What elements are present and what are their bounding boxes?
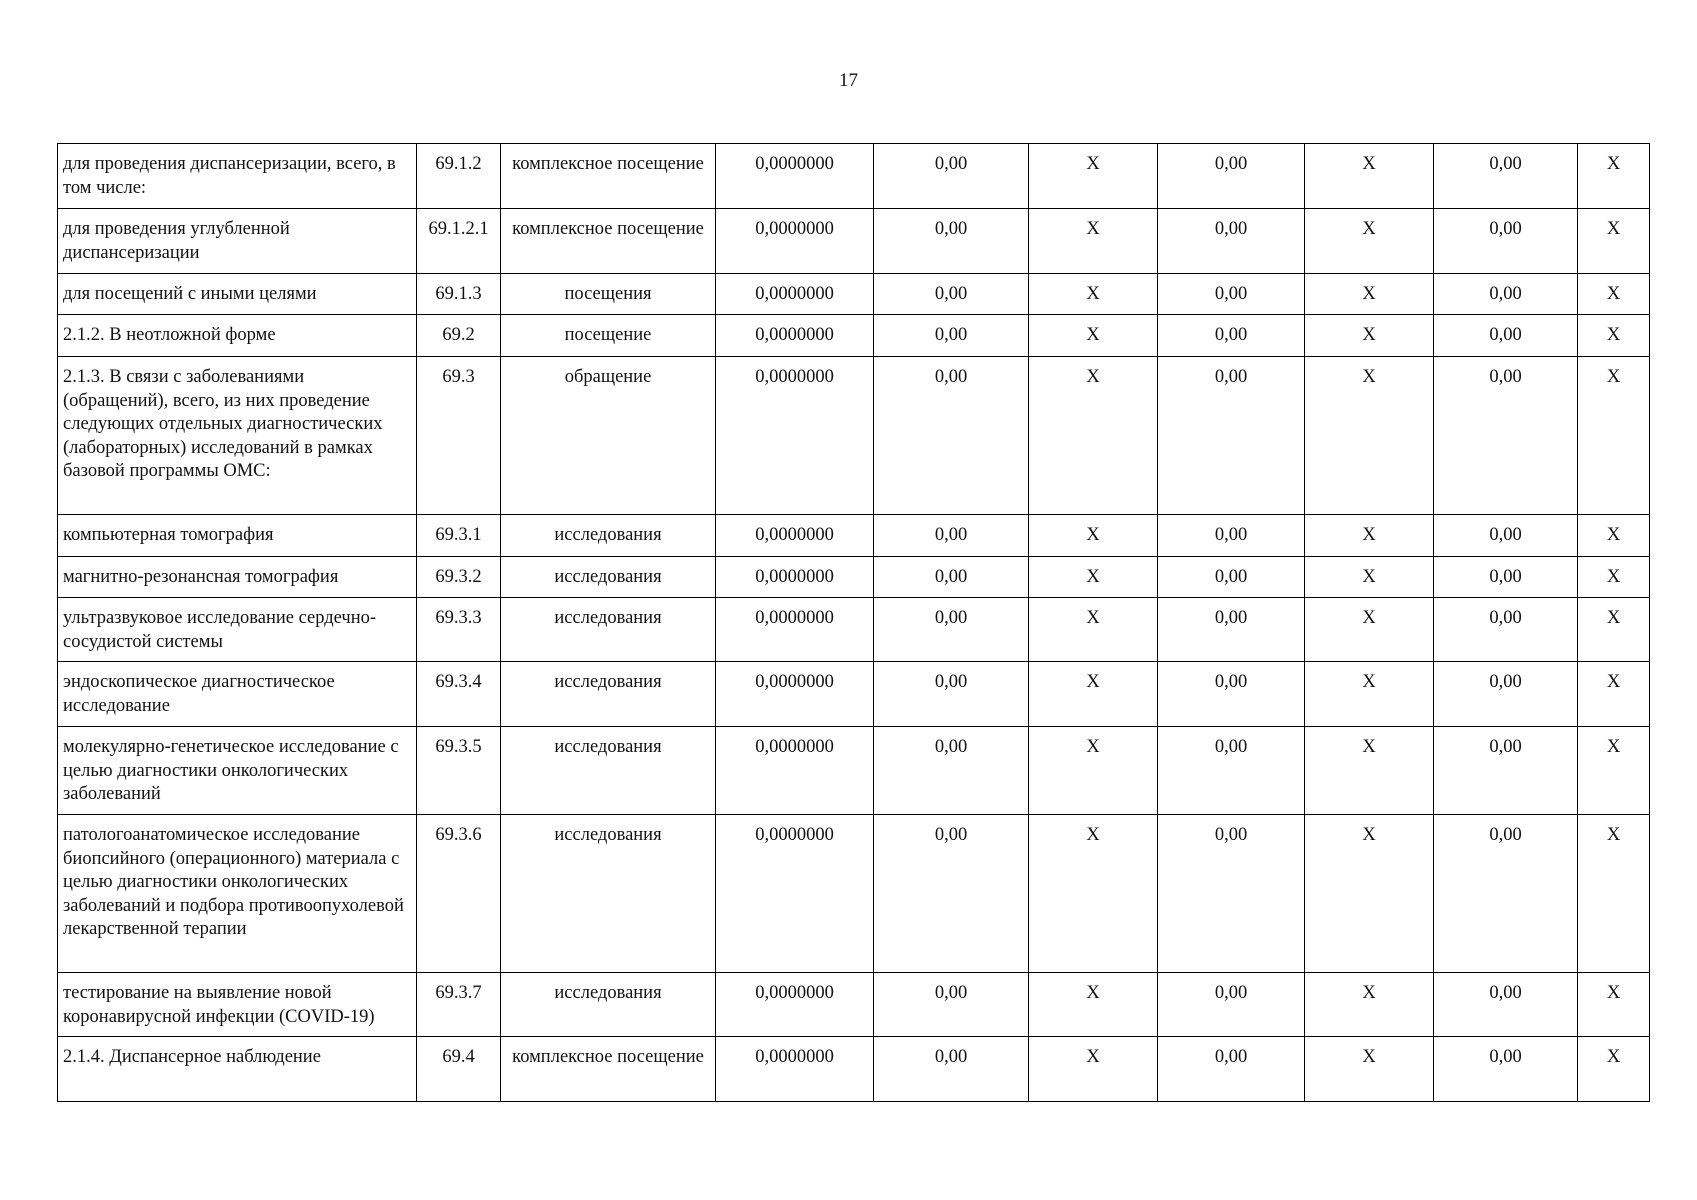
row-value-cell: X	[1578, 515, 1650, 557]
row-value-cell: 0,00	[1434, 144, 1578, 209]
row-value-cell: 0,00	[1434, 209, 1578, 274]
row-unit-cell: обращение	[501, 357, 716, 515]
row-name-cell: 2.1.4. Диспансерное наблюдение	[58, 1037, 417, 1102]
row-value-cell: 0,0000000	[716, 315, 874, 357]
row-value-cell: X	[1578, 727, 1650, 815]
row-value-cell: X	[1029, 515, 1158, 557]
table-row	[58, 315, 1650, 357]
row-value-cell: 0,00	[874, 209, 1029, 274]
row-value-cell: 0,0000000	[716, 662, 874, 727]
row-value-cell: 0,00	[874, 973, 1029, 1037]
row-value-cell: 0,00	[1158, 144, 1305, 209]
row-value-cell: 0,0000000	[716, 557, 874, 598]
row-unit-cell: исследования	[501, 662, 716, 727]
row-value-cell: X	[1578, 209, 1650, 274]
row-value-cell: 0,00	[874, 662, 1029, 727]
row-value-cell: 0,00	[1434, 1037, 1578, 1102]
row-unit-cell: исследования	[501, 973, 716, 1037]
row-value-cell: 0,00	[1158, 315, 1305, 357]
row-value-cell: X	[1029, 815, 1158, 973]
row-value-cell: 0,00	[1158, 357, 1305, 515]
row-value-cell: X	[1029, 727, 1158, 815]
row-name-cell: эндоскопическое диагностическое исследование	[58, 662, 417, 727]
row-value-cell: X	[1578, 662, 1650, 727]
row-value-cell: X	[1029, 315, 1158, 357]
row-value-cell: X	[1305, 315, 1434, 357]
row-value-cell: X	[1578, 357, 1650, 515]
row-value-cell: 0,00	[874, 274, 1029, 315]
row-value-cell: X	[1305, 1037, 1434, 1102]
row-value-cell: 0,00	[874, 315, 1029, 357]
row-value-cell: 0,00	[1158, 662, 1305, 727]
row-code-cell: 69.1.2.1	[417, 209, 501, 274]
row-value-cell: 0,00	[1158, 209, 1305, 274]
table-row	[58, 662, 1650, 727]
table-body	[58, 144, 1650, 1102]
row-unit-cell: исследования	[501, 557, 716, 598]
row-value-cell: 0,00	[1434, 727, 1578, 815]
row-name-cell: ультразвуковое исследование сердечно-сосудистой системы	[58, 598, 417, 662]
row-value-cell: 0,0000000	[716, 598, 874, 662]
row-value-cell: X	[1029, 598, 1158, 662]
row-value-cell: X	[1029, 1037, 1158, 1102]
row-value-cell: X	[1305, 209, 1434, 274]
row-value-cell: X	[1578, 973, 1650, 1037]
row-unit-cell: исследования	[501, 727, 716, 815]
row-value-cell: 0,00	[1434, 274, 1578, 315]
row-name-cell: молекулярно-генетическое исследование с целью диагностики онкологических заболеваний	[58, 727, 417, 815]
table-row	[58, 727, 1650, 815]
row-value-cell: X	[1029, 209, 1158, 274]
row-code-cell: 69.4	[417, 1037, 501, 1102]
row-value-cell: 0,0000000	[716, 727, 874, 815]
row-value-cell: 0,00	[1158, 274, 1305, 315]
row-value-cell: X	[1578, 557, 1650, 598]
row-value-cell: 0,0000000	[716, 274, 874, 315]
row-value-cell: X	[1578, 144, 1650, 209]
row-unit-cell: комплексное посещение	[501, 209, 716, 274]
table-row	[58, 557, 1650, 598]
row-value-cell: 0,00	[1158, 815, 1305, 973]
row-code-cell: 69.1.2	[417, 144, 501, 209]
row-name-cell: магнитно-резонансная томография	[58, 557, 417, 598]
row-value-cell: 0,0000000	[716, 515, 874, 557]
row-code-cell: 69.3.4	[417, 662, 501, 727]
row-value-cell: 0,00	[1434, 662, 1578, 727]
row-value-cell: 0,0000000	[716, 144, 874, 209]
row-code-cell: 69.3.3	[417, 598, 501, 662]
row-value-cell: 0,00	[874, 598, 1029, 662]
row-value-cell: 0,0000000	[716, 1037, 874, 1102]
row-unit-cell: исследования	[501, 598, 716, 662]
row-value-cell: X	[1029, 973, 1158, 1037]
row-value-cell: 0,00	[1158, 598, 1305, 662]
row-value-cell: 0,00	[874, 144, 1029, 209]
row-value-cell: X	[1578, 315, 1650, 357]
row-value-cell: X	[1578, 274, 1650, 315]
row-value-cell: X	[1305, 357, 1434, 515]
row-value-cell: 0,00	[874, 357, 1029, 515]
row-unit-cell: комплексное посещение	[501, 144, 716, 209]
row-value-cell: 0,0000000	[716, 357, 874, 515]
row-value-cell: 0,00	[874, 515, 1029, 557]
row-value-cell: X	[1305, 557, 1434, 598]
row-value-cell: 0,00	[1434, 815, 1578, 973]
row-unit-cell: посещение	[501, 315, 716, 357]
data-table	[57, 143, 1650, 1102]
row-value-cell: X	[1029, 274, 1158, 315]
row-value-cell: 0,00	[1158, 515, 1305, 557]
table-row	[58, 598, 1650, 662]
row-value-cell: 0,00	[874, 727, 1029, 815]
row-code-cell: 69.3.6	[417, 815, 501, 973]
table-row	[58, 144, 1650, 209]
row-name-cell: тестирование на выявление новой коронавирусной инфекции (COVID-19)	[58, 973, 417, 1037]
row-value-cell: 0,0000000	[716, 815, 874, 973]
row-value-cell: X	[1305, 662, 1434, 727]
row-value-cell: 0,00	[1434, 515, 1578, 557]
row-name-cell: для посещений с иными целями	[58, 274, 417, 315]
row-value-cell: X	[1578, 598, 1650, 662]
row-unit-cell: посещения	[501, 274, 716, 315]
row-name-cell: 2.1.2. В неотложной форме	[58, 315, 417, 357]
row-name-cell: для проведения диспансеризации, всего, в том числе:	[58, 144, 417, 209]
row-code-cell: 69.3.5	[417, 727, 501, 815]
page-number: 17	[839, 70, 858, 91]
row-value-cell: 0,00	[874, 815, 1029, 973]
row-value-cell: X	[1029, 357, 1158, 515]
row-value-cell: X	[1305, 144, 1434, 209]
row-code-cell: 69.3.1	[417, 515, 501, 557]
table-row	[58, 515, 1650, 557]
row-value-cell: 0,0000000	[716, 973, 874, 1037]
row-value-cell: X	[1578, 1037, 1650, 1102]
table-row	[58, 209, 1650, 274]
row-value-cell: X	[1305, 727, 1434, 815]
row-value-cell: X	[1029, 557, 1158, 598]
row-value-cell: X	[1305, 274, 1434, 315]
row-value-cell: 0,00	[1158, 1037, 1305, 1102]
row-value-cell: 0,0000000	[716, 209, 874, 274]
table-row	[58, 973, 1650, 1037]
row-value-cell: X	[1305, 598, 1434, 662]
row-code-cell: 69.3.2	[417, 557, 501, 598]
row-name-cell: патологоанатомическое исследование биопсийного (операционного) материала с целью диагностики онкологических заболеваний и подбора противоопухолевой лекарственной терапии	[58, 815, 417, 973]
row-unit-cell: комплексное посещение	[501, 1037, 716, 1102]
row-value-cell: 0,00	[1434, 973, 1578, 1037]
row-value-cell: 0,00	[1434, 315, 1578, 357]
row-value-cell: X	[1305, 973, 1434, 1037]
row-value-cell: 0,00	[1434, 357, 1578, 515]
row-value-cell: 0,00	[874, 557, 1029, 598]
row-value-cell: X	[1029, 662, 1158, 727]
row-code-cell: 69.3.7	[417, 973, 501, 1037]
table-row	[58, 274, 1650, 315]
row-value-cell: 0,00	[874, 1037, 1029, 1102]
row-code-cell: 69.2	[417, 315, 501, 357]
row-value-cell: 0,00	[1158, 973, 1305, 1037]
row-value-cell: X	[1305, 515, 1434, 557]
table-row	[58, 815, 1650, 973]
row-value-cell: X	[1578, 815, 1650, 973]
row-unit-cell: исследования	[501, 515, 716, 557]
row-name-cell: компьютерная томография	[58, 515, 417, 557]
row-name-cell: для проведения углубленной диспансеризации	[58, 209, 417, 274]
row-value-cell: 0,00	[1434, 598, 1578, 662]
row-value-cell: X	[1029, 144, 1158, 209]
row-value-cell: 0,00	[1158, 727, 1305, 815]
row-code-cell: 69.3	[417, 357, 501, 515]
row-unit-cell: исследования	[501, 815, 716, 973]
table-row	[58, 357, 1650, 515]
row-name-cell: 2.1.3. В связи с заболеваниями (обращений), всего, из них проведение следующих отдельных диагностических (лабораторных) исследований в рамках базовой программы ОМС:	[58, 357, 417, 515]
row-value-cell: X	[1305, 815, 1434, 973]
row-code-cell: 69.1.3	[417, 274, 501, 315]
row-value-cell: 0,00	[1158, 557, 1305, 598]
row-value-cell: 0,00	[1434, 557, 1578, 598]
table-row	[58, 1037, 1650, 1102]
